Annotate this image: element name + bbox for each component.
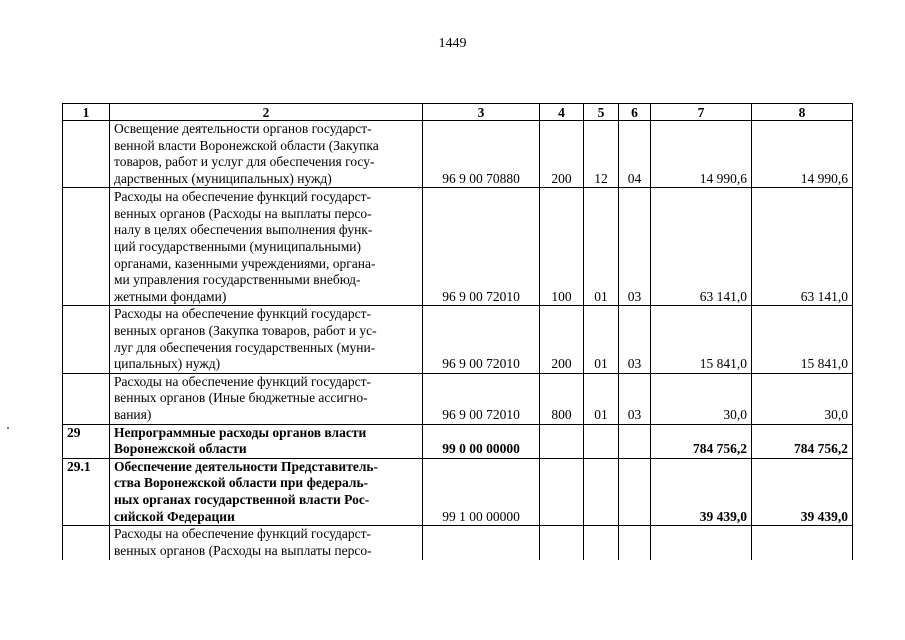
row-name-line: Обеспечение деятельности Представитель- xyxy=(114,458,379,474)
amount-cell: 39 439,0 xyxy=(651,458,752,525)
row-name-line: ных органах государственной власти Рос- xyxy=(114,491,370,507)
target-article-code-cell: 99 0 00 00000 xyxy=(423,424,540,458)
column-header: 1 xyxy=(63,104,110,121)
row-name-line: дарственных (муниципальных) нужд) xyxy=(114,170,332,186)
amount-cell: 30,0 xyxy=(752,373,853,424)
target-article-code-cell xyxy=(423,526,540,560)
table-row xyxy=(63,458,853,525)
amount-cell: 15 841,0 xyxy=(752,306,853,373)
row-name-line: ми управления государственными внебюд- xyxy=(114,272,361,288)
table-row xyxy=(63,373,853,424)
subsection-cell: 03 xyxy=(619,373,651,424)
row-name-cell xyxy=(110,306,423,373)
column-header: 4 xyxy=(540,104,584,121)
expense-type-cell: 200 xyxy=(540,121,584,188)
target-article-code-cell: 99 1 00 00000 xyxy=(423,458,540,525)
column-header: 8 xyxy=(752,104,853,121)
target-article-code-cell: 96 9 00 72010 xyxy=(423,306,540,373)
row-name-cell xyxy=(110,373,423,424)
row-name-line: венных органов (Расходы на выплаты персо- xyxy=(114,205,372,221)
section-cell xyxy=(584,458,619,525)
row-name-line: налу в целях обеспечения выполнения функ- xyxy=(114,222,373,238)
amount-cell: 63 141,0 xyxy=(752,188,853,306)
row-name-line: Расходы на обеспечение функций государст- xyxy=(114,526,372,542)
row-name-line: луг для обеспечения государственных (муни- xyxy=(114,339,376,355)
column-header: 3 xyxy=(423,104,540,121)
subsection-cell xyxy=(619,458,651,525)
expense-type-cell xyxy=(540,424,584,458)
table-header-row xyxy=(63,104,853,121)
amount-cell: 30,0 xyxy=(651,373,752,424)
subsection-cell: 04 xyxy=(619,121,651,188)
table-row xyxy=(63,306,853,373)
column-header: 2 xyxy=(110,104,423,121)
amount-cell: 784 756,2 xyxy=(752,424,853,458)
row-name-cell xyxy=(110,424,423,458)
row-number-cell xyxy=(63,373,110,424)
section-cell xyxy=(584,424,619,458)
row-name-line: жетными фондами) xyxy=(114,288,227,304)
amount-cell: 63 141,0 xyxy=(651,188,752,306)
row-name-line: венных органов (Иные бюджетные ассигно- xyxy=(114,390,368,406)
row-name-cell xyxy=(110,188,423,306)
subsection-cell: 03 xyxy=(619,306,651,373)
amount-cell: 784 756,2 xyxy=(651,424,752,458)
column-header: 5 xyxy=(584,104,619,121)
expense-type-cell xyxy=(540,458,584,525)
row-name-cell xyxy=(110,121,423,188)
row-name-cell xyxy=(110,458,423,525)
section-cell: 12 xyxy=(584,121,619,188)
row-name-line: вания) xyxy=(114,406,152,422)
expense-type-cell: 800 xyxy=(540,373,584,424)
row-name-line: Расходы на обеспечение функций государст- xyxy=(114,373,372,389)
amount-cell xyxy=(651,526,752,560)
row-number-cell: 29 xyxy=(63,424,110,458)
section-cell: 01 xyxy=(584,373,619,424)
subsection-cell xyxy=(619,526,651,560)
target-article-code-cell: 96 9 00 70880 xyxy=(423,121,540,188)
expense-type-cell: 200 xyxy=(540,306,584,373)
row-name-line: Освещение деятельности органов государст- xyxy=(114,121,372,136)
target-article-code-cell: 96 9 00 72010 xyxy=(423,373,540,424)
target-article-code-cell: 96 9 00 72010 xyxy=(423,188,540,306)
amount-cell: 14 990,6 xyxy=(752,121,853,188)
subsection-cell: 03 xyxy=(619,188,651,306)
expense-type-cell: 100 xyxy=(540,188,584,306)
row-number-cell: 29.1 xyxy=(63,458,110,525)
row-name-line: венной власти Воронежской области (Закупка xyxy=(114,137,379,153)
row-number-cell xyxy=(63,526,110,560)
row-number-cell xyxy=(63,121,110,188)
subsection-cell xyxy=(619,424,651,458)
row-name-line: ства Воронежской области при федераль- xyxy=(114,475,369,491)
row-name-line: сийской Федерации xyxy=(114,508,235,524)
row-number-cell xyxy=(63,306,110,373)
row-name-line: венных органов (Расходы на выплаты персо- xyxy=(114,542,372,558)
table-row xyxy=(63,424,853,458)
row-name-line: органами, казенными учреждениями, органа- xyxy=(114,255,376,271)
row-name-line: Расходы на обеспечение функций государст- xyxy=(114,306,372,322)
column-header: 7 xyxy=(651,104,752,121)
row-name-line: товаров, работ и услуг для обеспечения госу- xyxy=(114,154,375,170)
section-cell: 01 xyxy=(584,188,619,306)
row-number-cell xyxy=(63,188,110,306)
amount-cell: 39 439,0 xyxy=(752,458,853,525)
section-cell: 01 xyxy=(584,306,619,373)
budget-table xyxy=(62,103,853,560)
amount-cell: 15 841,0 xyxy=(651,306,752,373)
row-name-line: ципальных) нужд) xyxy=(114,356,221,372)
table-row xyxy=(63,121,853,188)
table-row xyxy=(63,526,853,560)
row-name-line: Расходы на обеспечение функций государст- xyxy=(114,189,372,205)
amount-cell xyxy=(752,526,853,560)
row-name-line: Воронежской области xyxy=(114,441,247,457)
row-name-line: Непрограммные расходы органов власти xyxy=(114,424,367,440)
row-name-line: ций государственными (муниципальными) xyxy=(114,239,361,254)
row-name-cell xyxy=(110,526,423,560)
column-header: 6 xyxy=(619,104,651,121)
expense-type-cell xyxy=(540,526,584,560)
row-name-line: венных органов (Закупка товаров, работ и ус- xyxy=(114,322,377,338)
amount-cell: 14 990,6 xyxy=(651,121,752,188)
page-number: 1449 xyxy=(438,36,467,51)
table-row xyxy=(63,188,853,306)
scan-speck xyxy=(7,427,9,429)
section-cell xyxy=(584,526,619,560)
